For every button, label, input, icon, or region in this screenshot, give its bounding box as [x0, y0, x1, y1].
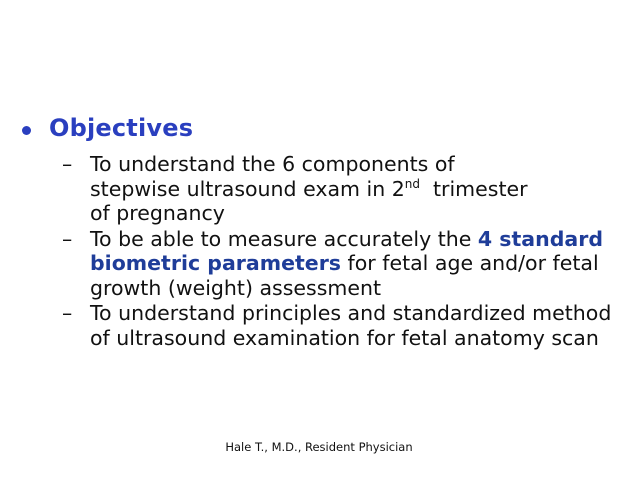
- biometric-parameters-emphasis: 4 standard biometric parameters: [90, 226, 604, 275]
- dash-marker: –: [62, 152, 73, 176]
- list-item-text: To understand principles and standardized method of ultrasound examination for fetal anatomy scan: [90, 301, 612, 350]
- footer-author: Hale T., M.D., Resident Physician: [225, 440, 413, 454]
- list-item: [62, 301, 622, 350]
- dash-marker: –: [62, 226, 73, 251]
- item-1-line-3: of pregnancy: [90, 201, 225, 225]
- list-item-text: [90, 152, 622, 226]
- item-1-line-1: To understand the 6 components of: [90, 152, 455, 176]
- item-2-post: for fetal age and/or fetal growth (weight) assessment: [90, 251, 599, 300]
- ordinal-superscript: nd: [404, 176, 420, 191]
- objectives-list: [62, 152, 622, 351]
- item-2-pre: To be able to measure accurately the: [90, 226, 478, 251]
- bullet-dot-icon: [22, 126, 31, 135]
- item-1-line-2-post: trimester: [419, 176, 528, 201]
- list-item-text: [90, 227, 622, 301]
- objectives-heading: Objectives: [49, 114, 194, 142]
- dash-marker: –: [62, 301, 73, 325]
- list-item: [62, 152, 622, 226]
- item-1-line-2-pre: stepwise ultrasound exam in 2: [90, 176, 405, 201]
- list-item: [62, 227, 622, 301]
- main-bullet: [22, 114, 193, 142]
